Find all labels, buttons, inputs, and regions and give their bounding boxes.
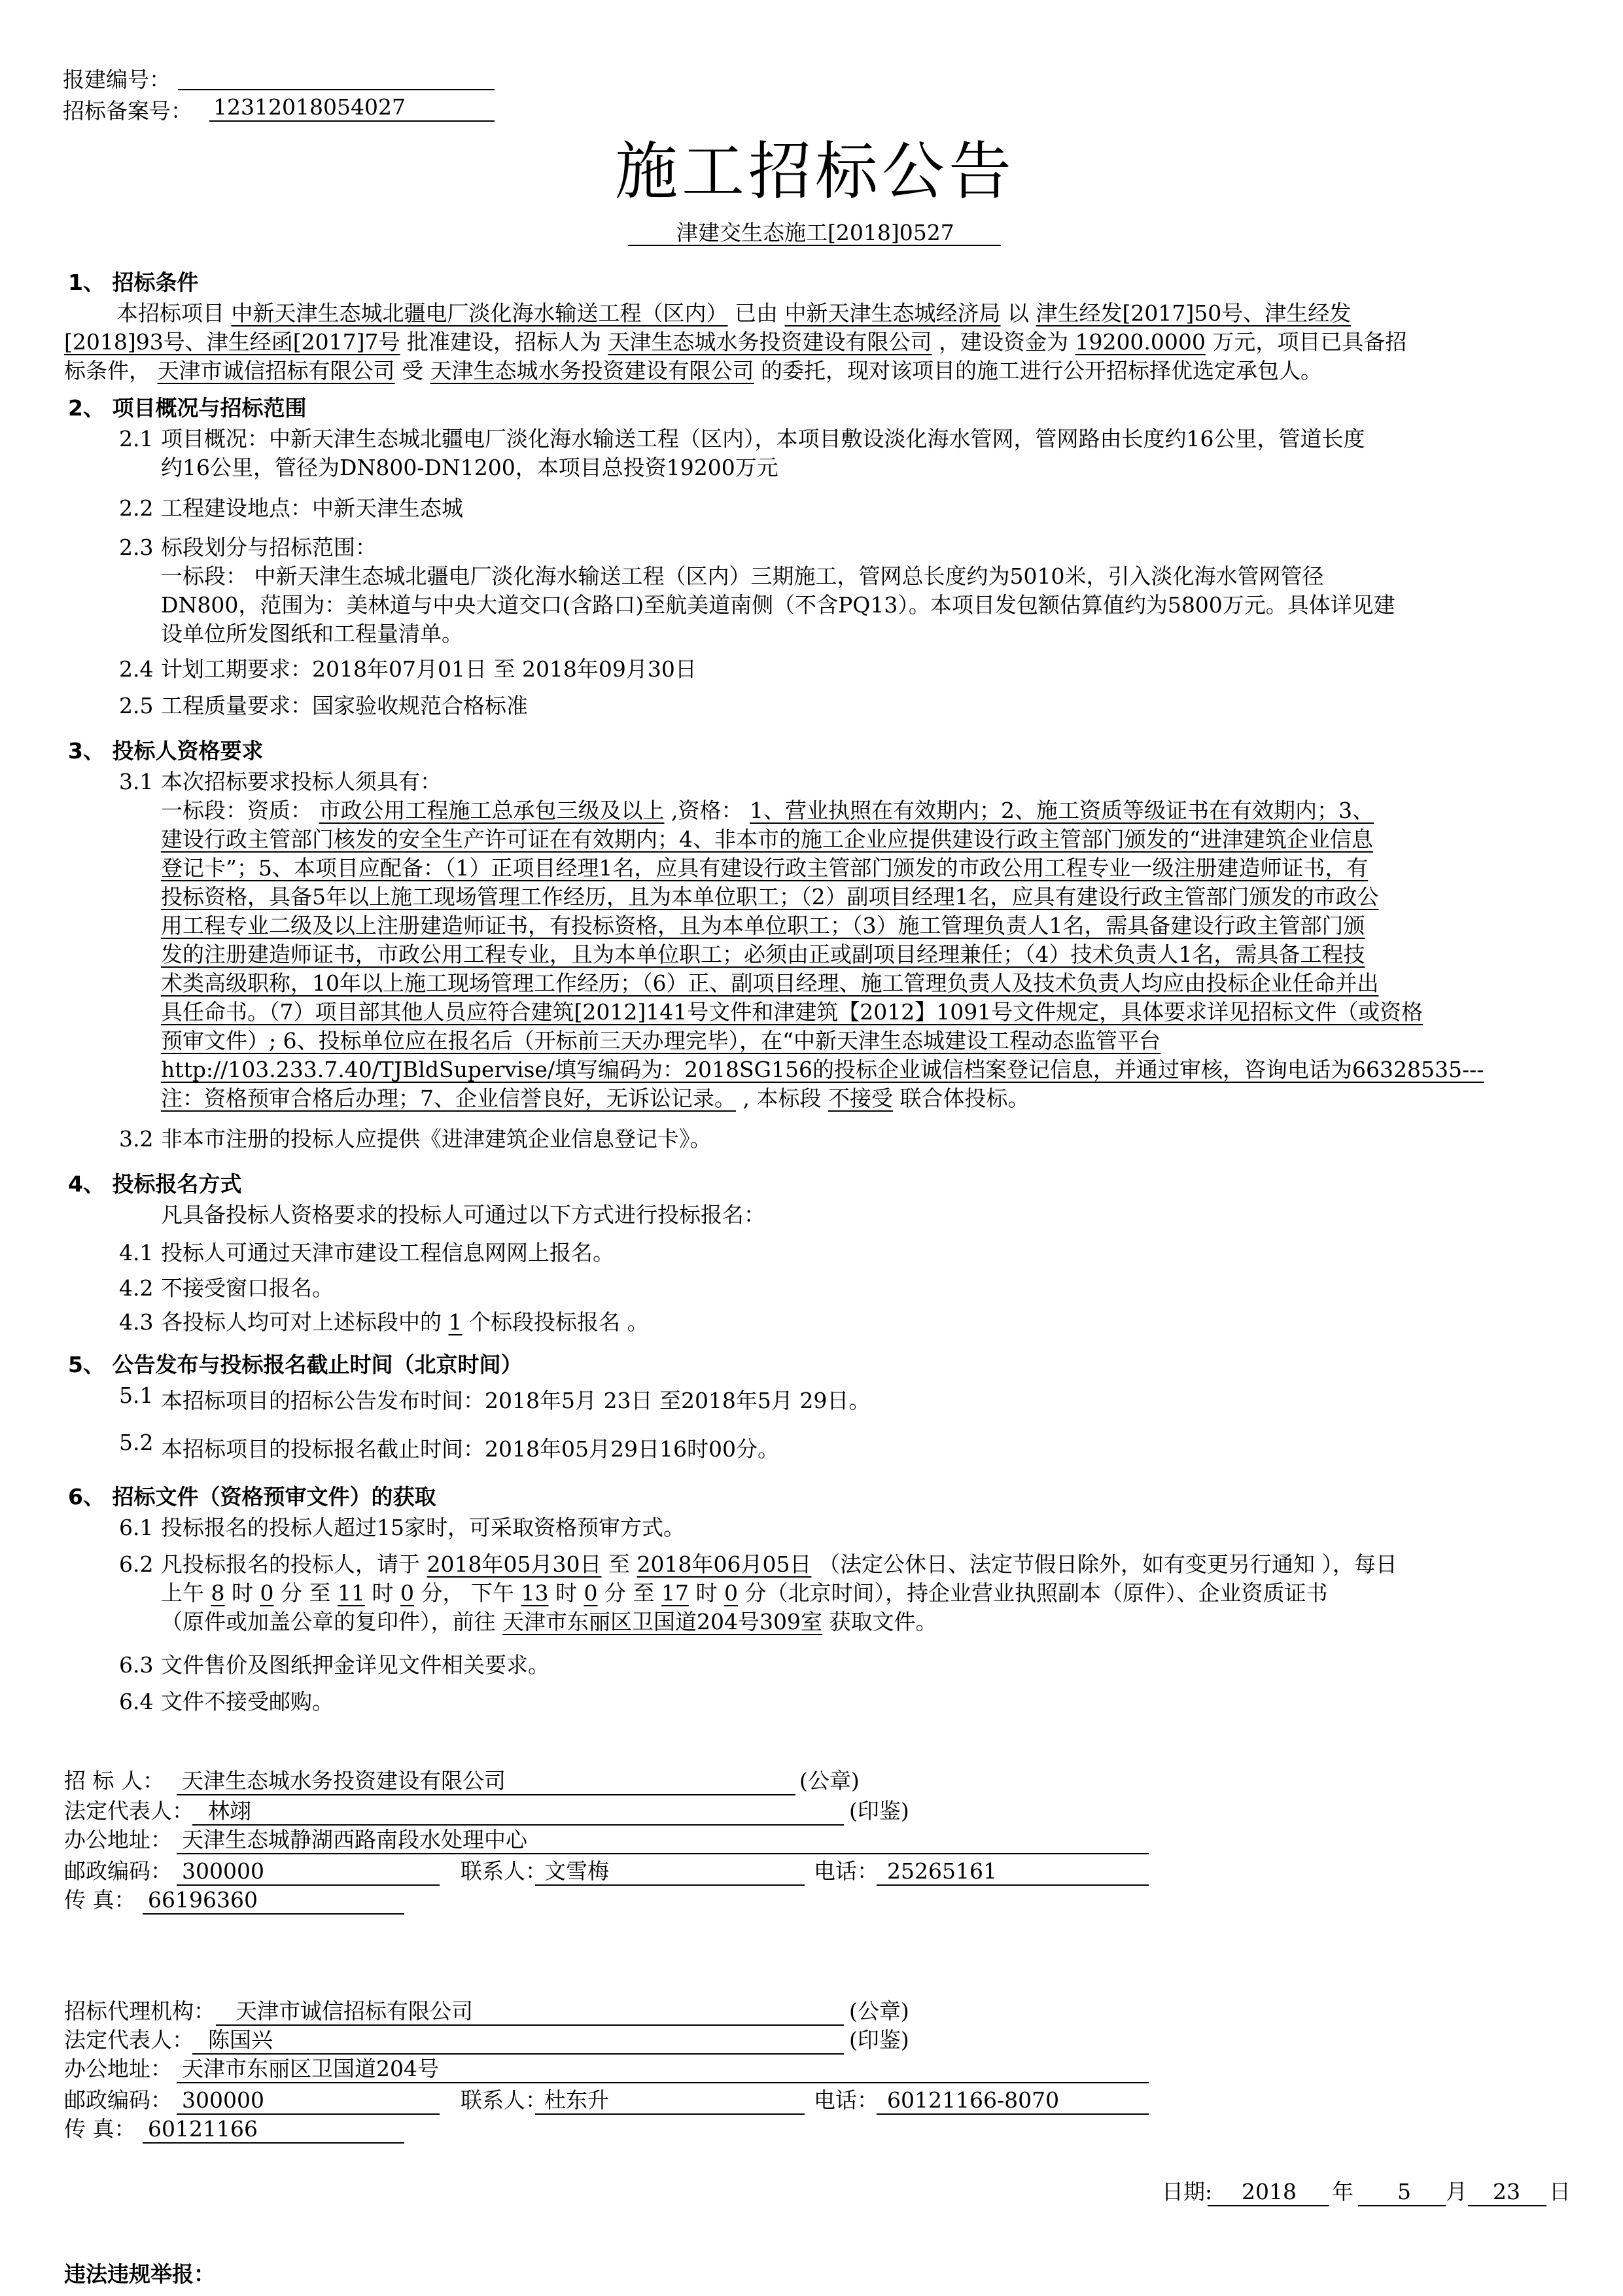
item-6-2-line-3: （原件或加盖公章的复印件），前往 天津市东丽区卫国道204号309室 获取文件。: [161, 1609, 937, 1634]
tenderer-address-line: [177, 1853, 1149, 1854]
section-3-heading: 3、 投标人资格要求: [68, 738, 264, 764]
date-month-suffix: 月: [1446, 2179, 1467, 2204]
section-1-heading: 1、 招标条件: [68, 270, 199, 295]
agency-phone-line: [877, 2113, 1149, 2115]
item-6-3-text: 文件售价及图纸押金详见文件相关要求。: [161, 1652, 550, 1678]
section-4-intro: 凡具备投标人资格要求的投标人可通过以下方式进行投标报名：: [161, 1202, 765, 1227]
joint-bid-status: 不接受: [828, 1086, 893, 1111]
tenderer-fax-value: 66196360: [148, 1887, 258, 1913]
agency-contact-value: 杜东升: [544, 2087, 609, 2113]
date-day-suffix: 日: [1549, 2179, 1571, 2204]
agency-seal: (公章): [849, 1998, 909, 2024]
agency-name-line: [216, 2024, 844, 2026]
tenderer-zip-line: [177, 1884, 440, 1886]
agency-address-value: 天津市东丽区卫国道204号: [182, 2056, 439, 2081]
tenderer-name-label: 招 标 人：: [64, 1768, 164, 1793]
tenderer-rep-value: 林翊: [208, 1798, 251, 1824]
item-2-4-text: 计划工期要求：2018年07月01日 至 2018年09月30日: [161, 656, 697, 682]
item-4-2-number: 4.2: [119, 1275, 154, 1301]
item-6-4-number: 6.4: [119, 1689, 154, 1714]
item-3-2-number: 3.2: [119, 1126, 154, 1152]
tenderer-zip-label: 邮政编码：: [64, 1858, 172, 1884]
agency-zip-value: 300000: [182, 2087, 264, 2113]
date-year-suffix: 年: [1332, 2179, 1353, 2204]
approval-documents: 津生经发[2017]50号、津生经发: [1036, 300, 1352, 326]
tenderer-seal: (公章): [799, 1768, 860, 1793]
s1-line-3: 标条件， 天津市诚信招标有限公司 受 天津生态城水务投资建设有限公司 的委托，现对该项目的施工进行公开招标择优选定承包人。: [64, 358, 1322, 383]
page-title: 施工招标公告: [615, 135, 1015, 208]
qual-line-10: http://103.233.7.40/TJBldSupervise/填写编码为：2018SG156的投标企业诚信档案登记信息，并通过审核，咨询电话为66328535---: [161, 1057, 1484, 1082]
qualification-grade: 市政公用工程施工总承包三级及以上: [319, 798, 665, 823]
tenderer-name-value: 天津生态城水务投资建设有限公司: [182, 1768, 506, 1793]
agency-contact-label: 联系人：: [461, 2087, 547, 2113]
item-3-1-number: 3.1: [119, 769, 154, 794]
agency-name-label: 招标代理机构：: [64, 1998, 215, 2024]
date-month: 5: [1397, 2179, 1411, 2204]
item-2-1-number: 2.1: [119, 426, 154, 451]
tenderer-fax-line: [143, 1913, 404, 1915]
qual-line-6: 发的注册建造师证书，市政公用工程专业，且为本单位职工；必须由正或副项目经理兼任；（4）技术负责人1名，需具备工程技: [161, 942, 1365, 967]
item-2-1-text-b: 约16公里，管径为DN800-DN1200，本项目总投资19200万元: [161, 455, 778, 480]
item-2-2-number: 2.2: [119, 495, 154, 521]
section-4-heading: 4、 投标报名方式: [68, 1171, 242, 1197]
tenderer-contact-line: [535, 1884, 805, 1886]
tenderer-address-label: 办公地址：: [64, 1827, 172, 1852]
tenderer-fax-label: 传 真：: [64, 1887, 136, 1913]
date-month-line: [1358, 2205, 1446, 2206]
item-6-1-number: 6.1: [119, 1515, 154, 1540]
doc-end-date: 2018年06月05日: [637, 1551, 812, 1577]
item-6-1-text: 投标报名的投标人超过15家时，可采取资格预审方式。: [161, 1515, 685, 1540]
tenderer-zip-value: 300000: [182, 1858, 264, 1884]
agency-name-value: 天津市诚信招标有限公司: [236, 1998, 473, 2024]
agency-stamp: (印鉴): [849, 2027, 909, 2053]
qual-line-9: 预审文件）; 6、投标单位应在报名后（开标前三天办理完毕），在“中新天津生态城建设工程动态监管平台: [161, 1028, 1161, 1053]
agency-fax-value: 60121166: [148, 2116, 258, 2142]
section-5-heading: 5、 公告发布与投标报名截止时间（北京时间）: [68, 1352, 523, 1377]
tenderer-address-value: 天津生态城静湖西路南段水处理中心: [182, 1827, 527, 1852]
item-5-2-text: 本招标项目的投标报名截止时间：2018年05月29日16时00分。: [161, 1436, 779, 1462]
item-4-3-number: 4.3: [119, 1309, 154, 1335]
s1-line-2: [2018]93号、津生经函[2017]7号 批准建设，招标人为 天津生态城水务投资建设有限公司 ，建设资金为 19200.0000 万元，项目已具备招: [64, 329, 1407, 355]
date-year: 2018: [1242, 2179, 1297, 2204]
item-2-3-text-c: 设单位所发图纸和工程量清单。: [161, 621, 463, 646]
agency-rep-line: [192, 2053, 844, 2055]
item-2-2-text: 工程建设地点：中新天津生态城: [161, 495, 463, 521]
item-2-4-number: 2.4: [119, 656, 154, 682]
registration-value-line: [178, 89, 495, 90]
item-6-2-line-2: 上午 8 时 0 分 至 11 时 0 分， 下午 13 时 0 分 至 17 时 0 分（北京时间），持企业营业执照副本（原件）、企业资质证书: [161, 1580, 1328, 1606]
report-violations-label: 违法违规举报：: [64, 2261, 215, 2287]
tenderer-phone-label: 电话：: [814, 1858, 879, 1884]
agency-contact-line: [535, 2113, 805, 2115]
filing-value-line: [209, 120, 495, 122]
item-4-1-text: 投标人可通过天津市建设工程信息网网上报名。: [161, 1240, 614, 1265]
item-5-1-number: 5.1: [119, 1383, 154, 1408]
tenderer-name: 天津生态城水务投资建设有限公司: [608, 329, 932, 355]
tenderer-phone-line: [877, 1884, 1149, 1886]
agency-address-line: [177, 2082, 1149, 2083]
tenderer-name-line: [177, 1794, 795, 1795]
date-label: 日期:: [1162, 2179, 1213, 2204]
agency-name: 天津市诚信招标有限公司: [157, 358, 395, 383]
item-2-5-text: 工程质量要求：国家验收规范合格标准: [161, 693, 528, 718]
item-2-1-text-a: 项目概况：中新天津生态城北疆电厂淡化海水输送工程（区内），本项目敷设淡化海水管网，管网路由长度约16公里，管道长度: [161, 426, 1365, 451]
item-4-2-text: 不接受窗口报名。: [161, 1275, 334, 1301]
document-number-line: [628, 245, 1001, 246]
item-3-2-text: 非本市注册的投标人应提供《进津建筑企业信息登记卡》。: [161, 1126, 712, 1152]
filing-label: 招标备案号：: [63, 98, 192, 124]
agency-fax-line: [143, 2142, 404, 2144]
doc-start-date: 2018年05月30日: [427, 1551, 602, 1577]
agency-rep-value: 陈国兴: [208, 2027, 273, 2053]
doc-pickup-address: 天津市东丽区卫国道204号309室: [502, 1609, 822, 1634]
agency-zip-label: 邮政编码：: [64, 2087, 172, 2113]
tenderer-stamp: (印鉴): [849, 1798, 909, 1824]
filing-value: 12312018054027: [213, 94, 406, 120]
item-2-3-text-b: DN800，范围为：美林道与中央大道交口(含路口)至航美道南侧（不含PQ13）。本项目发包额估算值约为5800万元。具体详见建: [161, 592, 1395, 618]
agency-rep-label: 法定代表人：: [64, 2027, 194, 2053]
agency-fax-label: 传 真：: [64, 2116, 136, 2142]
item-6-2-number: 6.2: [119, 1551, 154, 1577]
tenderer-contact-label: 联系人：: [461, 1858, 547, 1884]
item-2-3-text: 标段划分与招标范围：: [161, 535, 377, 560]
qual-line-4: 投标资格，具备5年以上施工现场管理工作经历，且为本单位职工；（2）副项目经理1名，应具有建设行政主管部门颁发的市政公: [161, 884, 1379, 910]
section-2-heading: 2、 项目概况与招标范围: [68, 395, 307, 421]
item-2-3-text-a: 一标段： 中新天津生态城北疆电厂淡化海水输送工程（区内）三期施工，管网总长度约为5010米，引入淡化海水管网管径: [161, 563, 1324, 589]
item-2-3-number: 2.3: [119, 535, 154, 560]
section-6-heading: 6、 招标文件（资格预审文件）的获取: [68, 1484, 436, 1510]
item-4-3-text: 各投标人均可对上述标段中的 1 个标段投标报名 。: [161, 1309, 649, 1335]
agency-zip-line: [177, 2113, 440, 2115]
agency-phone-value: 60121166-8070: [887, 2087, 1060, 2113]
tenderer-contact-value: 文雪梅: [544, 1858, 609, 1884]
agency-address-label: 办公地址：: [64, 2056, 172, 2081]
tenderer-rep-line: [192, 1824, 844, 1826]
project-name: 中新天津生态城北疆电厂淡化海水输送工程（区内）: [231, 300, 728, 326]
qual-line-1: 一标段：资质： 市政公用工程施工总承包三级及以上 ,资格： 1、营业执照在有效期内；2、施工资质等级证书在有效期内；3、: [161, 798, 1374, 823]
qual-line-7: 术类高级职称，10年以上施工现场管理工作经历；（6）正、副项目经理、施工管理负责人及技术负责人均应由投标企业任命并出: [161, 970, 1379, 996]
tenderer-phone-value: 25265161: [887, 1858, 997, 1884]
registration-label: 报建编号：: [63, 67, 171, 92]
item-6-3-number: 6.3: [119, 1652, 154, 1678]
s1-line-1: 本招标项目 中新天津生态城北疆电厂淡化海水输送工程（区内） 已由 中新天津生态城经济局 以 津生经发[2017]50号、津生经发: [116, 300, 1352, 326]
item-2-5-number: 2.5: [119, 693, 154, 718]
construction-funds: 19200.0000: [1075, 329, 1206, 355]
item-3-1-text: 本次招标要求投标人须具有：: [161, 769, 442, 794]
qual-line-2: 建设行政主管部门核发的安全生产许可证在有效期内；4、非本市的施工企业应提供建设行政主管部门颁发的“进津建筑企业信息: [161, 826, 1373, 852]
qual-line-11: 注：资格预审合格后办理；7、企业信誉良好，无诉讼记录。 , 本标段 不接受 联合体投标。: [161, 1086, 1030, 1111]
tenderer-rep-label: 法定代表人：: [64, 1798, 194, 1824]
document-number: 津建交生态施工[2018]0527: [676, 220, 954, 245]
item-4-1-number: 4.1: [119, 1240, 154, 1265]
qual-line-8: 具任命书。（7）项目部其他人员应符合建筑[2012]141号文件和津建筑【2012】1091号文件规定，具体要求详见招标文件（或资格: [161, 999, 1423, 1025]
item-6-2-line-1: 凡投标报名的投标人，请于 2018年05月30日 至 2018年06月05日 （法定公休日、法定节假日除外，如有变更另行通知 ），每日: [161, 1551, 1397, 1577]
agency-phone-label: 电话：: [814, 2087, 879, 2113]
item-5-2-number: 5.2: [119, 1430, 154, 1455]
item-6-4-text: 文件不接受邮购。: [161, 1689, 334, 1714]
qual-line-3: 登记卡”；5、本项目应配备：（1）正项目经理1名，应具有建设行政主管部门颁发的市政公用工程专业一级注册建造师证书，有: [161, 855, 1369, 881]
item-5-1-text: 本招标项目的招标公告发布时间：2018年5月 23日 至2018年5月 29日。: [161, 1388, 871, 1413]
qual-line-5: 用工程专业二级及以上注册建造师证书，有投标资格，且为本单位职工；（3）施工管理负责人1名，需具备建设行政主管部门颁: [161, 913, 1365, 938]
date-day-line: [1468, 2205, 1546, 2206]
date-year-line: [1208, 2205, 1329, 2206]
approval-authority: 中新天津生态城经济局: [784, 300, 1001, 326]
date-day: 23: [1493, 2179, 1520, 2204]
